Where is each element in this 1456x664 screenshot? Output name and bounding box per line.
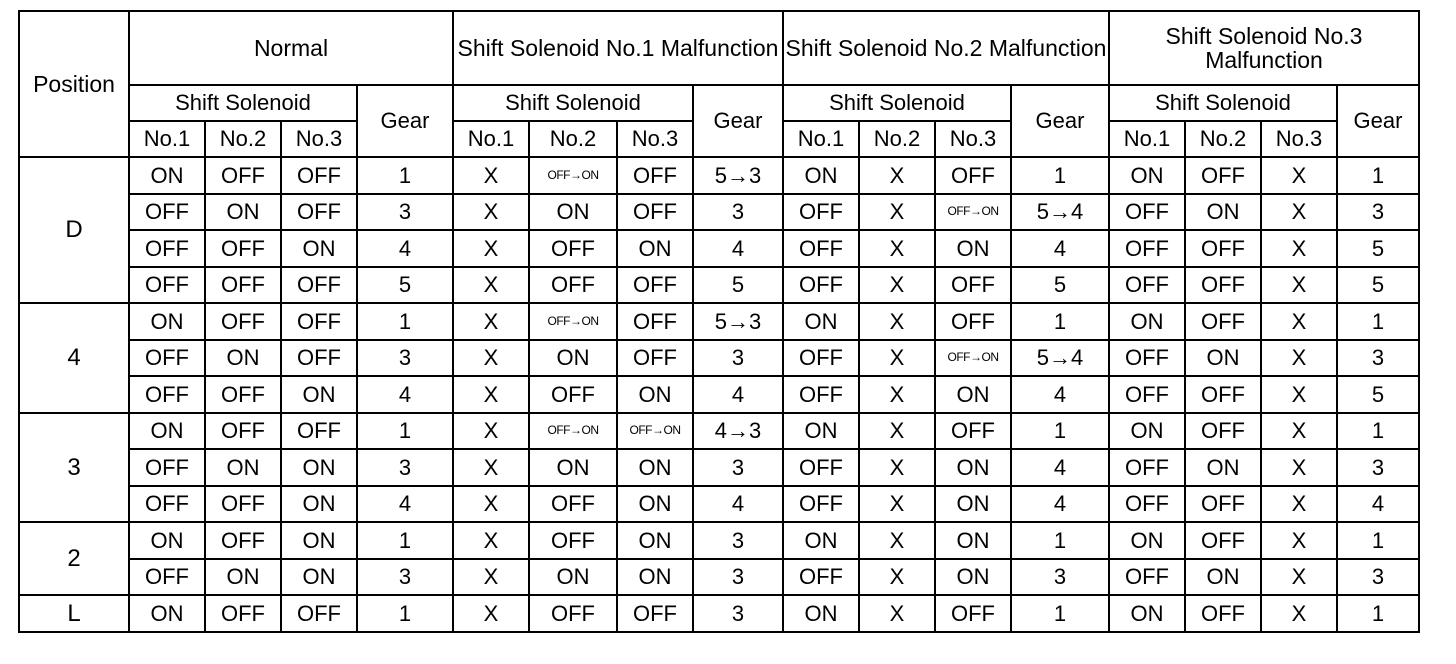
position-cell: 2 [19, 522, 129, 595]
table-row [19, 267, 1419, 304]
cell-sol3-fail-no1: ON [1109, 522, 1185, 559]
table-row [19, 413, 1419, 450]
cell-sol3-fail-gear: 3 [1337, 449, 1419, 486]
cell-sol2-fail-no3: ON [935, 486, 1011, 523]
cell-sol2-fail-no2: X [859, 449, 935, 486]
cell-normal-no2: OFF [205, 267, 281, 304]
cell-sol2-fail-no1: ON [783, 157, 859, 194]
group-header-solenoid-2-malfunction: Shift Solenoid No.2 Malfunction [783, 11, 1109, 85]
cell-normal-no1: ON [129, 595, 205, 632]
table-row [19, 595, 1419, 632]
cell-normal-no2: ON [205, 194, 281, 231]
cell-sol2-fail-no1: OFF [783, 376, 859, 413]
cell-sol3-fail-no1: OFF [1109, 486, 1185, 523]
cell-sol1-fail-no1: X [453, 486, 529, 523]
gear-header: Gear [693, 85, 783, 157]
cell-sol1-fail-no3: OFF→ON [617, 413, 693, 450]
cell-sol1-fail-no3: ON [617, 522, 693, 559]
cell-sol1-fail-gear: 5→3 [693, 157, 783, 194]
cell-normal-no1: ON [129, 157, 205, 194]
table-row [19, 157, 1419, 194]
table-row [19, 340, 1419, 377]
cell-sol1-fail-no1: X [453, 413, 529, 450]
cell-sol2-fail-no3: OFF [935, 595, 1011, 632]
cell-normal-no3: ON [281, 230, 357, 267]
cell-sol3-fail-no2: ON [1185, 194, 1261, 231]
cell-normal-no3: ON [281, 449, 357, 486]
cell-sol1-fail-gear: 5 [693, 267, 783, 304]
cell-sol3-fail-no3: X [1261, 522, 1337, 559]
cell-sol2-fail-no2: X [859, 595, 935, 632]
cell-sol3-fail-no3: X [1261, 559, 1337, 596]
cell-normal-gear: 1 [357, 595, 453, 632]
cell-sol3-fail-gear: 1 [1337, 303, 1419, 340]
cell-sol2-fail-no3: ON [935, 449, 1011, 486]
cell-sol3-fail-no3: X [1261, 449, 1337, 486]
cell-sol1-fail-no3: OFF [617, 194, 693, 231]
cell-sol3-fail-no2: OFF [1185, 267, 1261, 304]
cell-normal-gear: 5 [357, 267, 453, 304]
cell-sol2-fail-gear: 5→4 [1011, 194, 1109, 231]
cell-sol2-fail-no2: X [859, 376, 935, 413]
cell-sol3-fail-no1: OFF [1109, 376, 1185, 413]
cell-sol1-fail-no3: OFF [617, 595, 693, 632]
solenoid-no2-header: No.2 [859, 121, 935, 157]
cell-normal-no2: OFF [205, 486, 281, 523]
cell-sol1-fail-no3: OFF [617, 157, 693, 194]
cell-sol1-fail-no1: X [453, 157, 529, 194]
cell-sol2-fail-no1: OFF [783, 449, 859, 486]
position-header: Position [19, 11, 129, 157]
cell-sol3-fail-no2: OFF [1185, 230, 1261, 267]
shift-solenoid-header: Shift Solenoid [1109, 85, 1337, 121]
cell-sol3-fail-no2: ON [1185, 559, 1261, 596]
cell-sol1-fail-no2: OFF [529, 595, 617, 632]
cell-normal-no1: OFF [129, 230, 205, 267]
cell-sol3-fail-gear: 5 [1337, 230, 1419, 267]
cell-sol1-fail-no2: OFF [529, 376, 617, 413]
cell-sol2-fail-no2: X [859, 267, 935, 304]
shift-solenoid-table [18, 10, 1420, 633]
cell-sol3-fail-gear: 3 [1337, 559, 1419, 596]
cell-sol2-fail-gear: 4 [1011, 230, 1109, 267]
cell-sol1-fail-gear: 4→3 [693, 413, 783, 450]
cell-sol1-fail-no3: ON [617, 559, 693, 596]
cell-sol2-fail-no3: ON [935, 522, 1011, 559]
cell-sol2-fail-no3: OFF→ON [935, 340, 1011, 377]
cell-sol2-fail-no1: OFF [783, 267, 859, 304]
cell-normal-no1: OFF [129, 559, 205, 596]
cell-normal-no2: OFF [205, 595, 281, 632]
cell-normal-no3: ON [281, 486, 357, 523]
table-row [19, 230, 1419, 267]
cell-sol1-fail-no3: OFF [617, 267, 693, 304]
cell-normal-gear: 4 [357, 376, 453, 413]
cell-sol3-fail-no3: X [1261, 595, 1337, 632]
cell-sol3-fail-no1: ON [1109, 595, 1185, 632]
cell-normal-no1: OFF [129, 376, 205, 413]
cell-sol2-fail-gear: 1 [1011, 522, 1109, 559]
cell-sol1-fail-no3: ON [617, 376, 693, 413]
table-body [19, 157, 1419, 632]
solenoid-no3-header: No.3 [1261, 121, 1337, 157]
cell-normal-no3: OFF [281, 194, 357, 231]
cell-sol1-fail-no1: X [453, 340, 529, 377]
cell-sol1-fail-no2: ON [529, 194, 617, 231]
cell-sol3-fail-gear: 5 [1337, 376, 1419, 413]
cell-sol3-fail-no2: ON [1185, 340, 1261, 377]
cell-sol3-fail-no3: X [1261, 376, 1337, 413]
cell-sol1-fail-no3: ON [617, 486, 693, 523]
cell-normal-no1: OFF [129, 449, 205, 486]
cell-sol3-fail-no1: ON [1109, 303, 1185, 340]
cell-sol2-fail-gear: 1 [1011, 157, 1109, 194]
cell-sol1-fail-no1: X [453, 449, 529, 486]
gear-header: Gear [1011, 85, 1109, 157]
position-cell: 4 [19, 303, 129, 413]
cell-sol1-fail-gear: 5→3 [693, 303, 783, 340]
shift-solenoid-header: Shift Solenoid [783, 85, 1011, 121]
solenoid-no2-header: No.2 [529, 121, 617, 157]
cell-sol2-fail-no1: OFF [783, 194, 859, 231]
cell-sol1-fail-no2: ON [529, 340, 617, 377]
cell-sol1-fail-gear: 4 [693, 376, 783, 413]
cell-normal-gear: 4 [357, 486, 453, 523]
position-cell: 3 [19, 413, 129, 523]
cell-sol2-fail-no3: OFF→ON [935, 194, 1011, 231]
cell-sol2-fail-no3: ON [935, 559, 1011, 596]
cell-normal-no3: OFF [281, 595, 357, 632]
cell-sol2-fail-no1: ON [783, 413, 859, 450]
cell-sol3-fail-no2: OFF [1185, 595, 1261, 632]
cell-sol2-fail-no1: ON [783, 303, 859, 340]
cell-normal-gear: 3 [357, 194, 453, 231]
cell-normal-no2: ON [205, 449, 281, 486]
cell-sol3-fail-no2: ON [1185, 449, 1261, 486]
cell-sol3-fail-no2: OFF [1185, 157, 1261, 194]
table-row [19, 376, 1419, 413]
cell-sol2-fail-gear: 4 [1011, 449, 1109, 486]
cell-sol1-fail-no3: ON [617, 449, 693, 486]
gear-header: Gear [1337, 85, 1419, 157]
cell-sol3-fail-gear: 5 [1337, 267, 1419, 304]
cell-normal-no1: OFF [129, 267, 205, 304]
table-row [19, 522, 1419, 559]
cell-normal-no1: ON [129, 413, 205, 450]
cell-sol1-fail-no2: OFF→ON [529, 413, 617, 450]
cell-sol3-fail-gear: 1 [1337, 522, 1419, 559]
cell-normal-gear: 3 [357, 559, 453, 596]
cell-sol3-fail-no3: X [1261, 340, 1337, 377]
cell-sol1-fail-no2: OFF→ON [529, 303, 617, 340]
cell-normal-gear: 1 [357, 413, 453, 450]
solenoid-no1-header: No.1 [453, 121, 529, 157]
cell-sol3-fail-gear: 3 [1337, 340, 1419, 377]
cell-sol3-fail-no1: OFF [1109, 449, 1185, 486]
cell-sol1-fail-no1: X [453, 267, 529, 304]
table-row [19, 449, 1419, 486]
cell-sol2-fail-no3: ON [935, 230, 1011, 267]
cell-sol1-fail-no2: OFF [529, 267, 617, 304]
cell-sol3-fail-no1: OFF [1109, 340, 1185, 377]
cell-normal-no1: OFF [129, 486, 205, 523]
cell-sol3-fail-no1: OFF [1109, 559, 1185, 596]
group-header-solenoid-1-malfunction: Shift Solenoid No.1 Malfunction [453, 11, 783, 85]
cell-sol2-fail-no3: OFF [935, 303, 1011, 340]
cell-normal-no3: OFF [281, 413, 357, 450]
cell-normal-no2: OFF [205, 413, 281, 450]
cell-sol2-fail-no2: X [859, 413, 935, 450]
cell-sol1-fail-no2: OFF [529, 486, 617, 523]
cell-sol2-fail-no2: X [859, 522, 935, 559]
cell-normal-no1: OFF [129, 340, 205, 377]
group-header-normal: Normal [129, 11, 453, 85]
cell-sol2-fail-no2: X [859, 486, 935, 523]
cell-sol2-fail-no3: OFF [935, 267, 1011, 304]
table-row [19, 559, 1419, 596]
cell-normal-no3: OFF [281, 340, 357, 377]
cell-normal-no3: ON [281, 559, 357, 596]
cell-sol3-fail-no2: OFF [1185, 522, 1261, 559]
cell-sol2-fail-no3: OFF [935, 413, 1011, 450]
solenoid-no1-header: No.1 [129, 121, 205, 157]
cell-sol3-fail-no3: X [1261, 230, 1337, 267]
cell-normal-gear: 1 [357, 157, 453, 194]
cell-normal-no2: OFF [205, 157, 281, 194]
cell-sol1-fail-no3: OFF [617, 303, 693, 340]
cell-normal-gear: 1 [357, 522, 453, 559]
cell-sol3-fail-no3: X [1261, 303, 1337, 340]
cell-normal-gear: 1 [357, 303, 453, 340]
cell-sol3-fail-no3: X [1261, 267, 1337, 304]
cell-sol3-fail-no1: OFF [1109, 267, 1185, 304]
cell-sol2-fail-no2: X [859, 559, 935, 596]
cell-sol1-fail-no1: X [453, 522, 529, 559]
cell-sol1-fail-no1: X [453, 303, 529, 340]
cell-sol2-fail-no1: OFF [783, 559, 859, 596]
cell-sol1-fail-no1: X [453, 595, 529, 632]
cell-sol1-fail-no3: OFF [617, 340, 693, 377]
cell-sol1-fail-no1: X [453, 376, 529, 413]
cell-sol1-fail-gear: 3 [693, 340, 783, 377]
cell-sol3-fail-no2: OFF [1185, 413, 1261, 450]
cell-sol3-fail-gear: 1 [1337, 595, 1419, 632]
cell-sol1-fail-gear: 3 [693, 449, 783, 486]
cell-sol2-fail-no1: OFF [783, 486, 859, 523]
cell-normal-no3: OFF [281, 303, 357, 340]
cell-sol3-fail-no1: ON [1109, 157, 1185, 194]
cell-sol1-fail-no1: X [453, 194, 529, 231]
cell-normal-gear: 3 [357, 340, 453, 377]
cell-sol2-fail-no3: ON [935, 376, 1011, 413]
table-row [19, 486, 1419, 523]
cell-sol2-fail-no1: ON [783, 522, 859, 559]
cell-sol1-fail-gear: 4 [693, 486, 783, 523]
cell-normal-no1: ON [129, 303, 205, 340]
cell-sol3-fail-gear: 3 [1337, 194, 1419, 231]
cell-sol3-fail-no2: OFF [1185, 303, 1261, 340]
cell-normal-gear: 3 [357, 449, 453, 486]
cell-sol2-fail-no1: ON [783, 595, 859, 632]
cell-sol3-fail-no2: OFF [1185, 376, 1261, 413]
cell-sol1-fail-no2: OFF [529, 522, 617, 559]
cell-sol1-fail-no2: OFF→ON [529, 157, 617, 194]
cell-sol3-fail-gear: 4 [1337, 486, 1419, 523]
cell-sol1-fail-no1: X [453, 230, 529, 267]
cell-sol3-fail-no1: ON [1109, 413, 1185, 450]
cell-sol2-fail-gear: 1 [1011, 595, 1109, 632]
cell-normal-no3: ON [281, 376, 357, 413]
cell-sol1-fail-gear: 3 [693, 194, 783, 231]
cell-sol2-fail-no2: X [859, 157, 935, 194]
cell-normal-gear: 4 [357, 230, 453, 267]
cell-sol3-fail-no3: X [1261, 194, 1337, 231]
cell-sol2-fail-no2: X [859, 340, 935, 377]
solenoid-no2-header: No.2 [1185, 121, 1261, 157]
cell-sol2-fail-gear: 1 [1011, 413, 1109, 450]
cell-sol2-fail-gear: 5 [1011, 267, 1109, 304]
cell-sol2-fail-gear: 4 [1011, 486, 1109, 523]
cell-sol1-fail-no2: ON [529, 559, 617, 596]
cell-normal-no2: OFF [205, 303, 281, 340]
cell-sol3-fail-no3: X [1261, 157, 1337, 194]
solenoid-no2-header: No.2 [205, 121, 281, 157]
cell-sol2-fail-no1: OFF [783, 230, 859, 267]
cell-sol2-fail-no3: OFF [935, 157, 1011, 194]
shift-solenoid-header: Shift Solenoid [453, 85, 693, 121]
cell-normal-no3: ON [281, 522, 357, 559]
cell-sol3-fail-no3: X [1261, 413, 1337, 450]
cell-sol2-fail-gear: 4 [1011, 376, 1109, 413]
cell-sol1-fail-gear: 4 [693, 230, 783, 267]
cell-normal-no2: ON [205, 340, 281, 377]
cell-sol3-fail-no2: OFF [1185, 486, 1261, 523]
cell-sol2-fail-no2: X [859, 194, 935, 231]
cell-sol1-fail-gear: 3 [693, 595, 783, 632]
cell-normal-no2: OFF [205, 376, 281, 413]
solenoid-no3-header: No.3 [281, 121, 357, 157]
cell-normal-no2: OFF [205, 522, 281, 559]
solenoid-no1-header: No.1 [1109, 121, 1185, 157]
position-cell: D [19, 157, 129, 303]
cell-sol1-fail-gear: 3 [693, 522, 783, 559]
cell-normal-no2: OFF [205, 230, 281, 267]
cell-normal-no1: OFF [129, 194, 205, 231]
position-cell: L [19, 595, 129, 632]
shift-solenoid-header: Shift Solenoid [129, 85, 357, 121]
cell-sol3-fail-no3: X [1261, 486, 1337, 523]
solenoid-table-container [18, 10, 1420, 633]
cell-normal-no3: OFF [281, 267, 357, 304]
cell-sol3-fail-no1: OFF [1109, 230, 1185, 267]
cell-normal-no3: OFF [281, 157, 357, 194]
cell-sol2-fail-no1: OFF [783, 340, 859, 377]
cell-sol3-fail-gear: 1 [1337, 157, 1419, 194]
table-row [19, 194, 1419, 231]
cell-sol1-fail-no3: ON [617, 230, 693, 267]
table-row [19, 303, 1419, 340]
cell-sol2-fail-gear: 1 [1011, 303, 1109, 340]
solenoid-no1-header: No.1 [783, 121, 859, 157]
solenoid-no3-header: No.3 [935, 121, 1011, 157]
cell-normal-no1: ON [129, 522, 205, 559]
cell-sol3-fail-gear: 1 [1337, 413, 1419, 450]
gear-header: Gear [357, 85, 453, 157]
cell-sol2-fail-gear: 3 [1011, 559, 1109, 596]
cell-sol1-fail-gear: 3 [693, 559, 783, 596]
cell-sol3-fail-no1: OFF [1109, 194, 1185, 231]
cell-sol1-fail-no1: X [453, 559, 529, 596]
cell-sol2-fail-no2: X [859, 230, 935, 267]
cell-sol2-fail-no2: X [859, 303, 935, 340]
cell-sol1-fail-no2: OFF [529, 230, 617, 267]
solenoid-no3-header: No.3 [617, 121, 693, 157]
group-header-solenoid-3-malfunction: Shift Solenoid No.3 Malfunction [1109, 11, 1419, 85]
cell-sol2-fail-gear: 5→4 [1011, 340, 1109, 377]
cell-sol1-fail-no2: ON [529, 449, 617, 486]
cell-normal-no2: ON [205, 559, 281, 596]
